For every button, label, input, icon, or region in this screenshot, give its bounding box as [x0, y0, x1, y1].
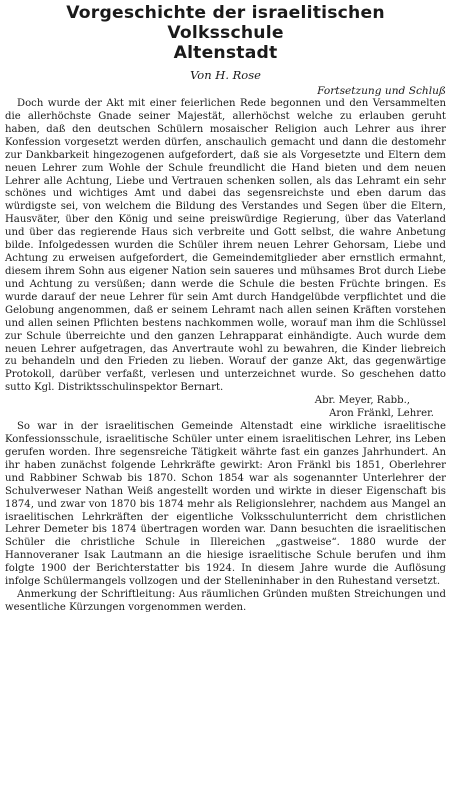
signature-rabbi: Abr. Meyer, Rabb., — [314, 395, 410, 407]
title-line-2: Altenstadt — [173, 43, 278, 63]
article-author: Von H. Rose — [190, 68, 261, 82]
paragraph-editor-note: Anmerkung der Schriftleitung: Aus räumlichen Gründen mußten Streichungen und wesentliche Kürzungen vorgenommen werden. — [5, 589, 446, 613]
title-line-1: Vorgeschichte der israelitischen Volksschule — [66, 3, 385, 43]
article-page — [0, 3, 451, 812]
article-body — [5, 98, 446, 615]
paragraph-ceremony: Doch wurde der Akt mit einer feierlichen Rede begonnen und den Versammelten die allerhöchste Gnade seiner Majestät, allerhöchst welche zu erlauben geruht haben, daß den deutschen Schülern mosaischer Religion auch Lehrer aus ihrer Konfession vorgesetzt werden dürfen, anschaulich gemacht und dann die destomehr zur Dankbarkeit hingezogenen aufgefordert, daß sie als Vorgesetzte und Eltern dem neuen Lehrer zum Wohle der Schule freundlicht die Hand bieten und dem neuen Lehrer alle Achtung, Liebe und Vertrauen schenken sollen, als das Lehramt ein sehr schönes und wichtiges Amt und dabei das segensreichste und eben darum das würdigste sei, von welchem die Bildung des Verstandes und Segen über die Eltern, Hausväter, über den König und seine preiswürdige Regierung, über das Vaterland und über das regierende Haus sich verbreite und Gott selbst, die wahre Anbetung bilde. Infolgedessen wurden die Schüler ihrem neuen Lehrer Gehorsam, Liebe und Achtung zu erweisen aufgefordert, die Gemeindemitglieder aber ernstlich ermahnt, diesem ihrem Sohn aus eigener Nation sein saueres und mühsames Brot durch Liebe und Achtung zu versüßen; dann werde die Schule die besten Früchte bringen. Es wurde darauf der neue Lehrer für sein Amt durch Handgelübde verpflichtet und die Gelobung angenommen, daß er seinem Lehramt nach allen seinen Kräften vorstehen und allen seinen Pflichten bestens nachkommen wolle, worauf man ihm die Schlüssel zur Schule überreichte und den ganzen Lehrapparat einhändigte. Auch wurde dem neuen Lehrer aufgetragen, das Anvertraute wohl zu bewahren, die Kinder liebreich zu behandeln und den Frieden zu lieben. Worauf der ganze Akt, das gegenwärtige Protokoll, darüber verfaßt, verlesen und unterzeichnet wurde. So geschehen datto sutto Kgl. Distriktsschulinspektor Bernart. — [5, 98, 446, 394]
article-title — [5, 3, 446, 63]
paragraph-history: So war in der israelitischen Gemeinde Altenstadt eine wirkliche israelitische Konfessionsschule, israelitische Schüler unter einem israelitischen Lehrer, ins Leben gerufen worden. Ihre segensreiche Tätigkeit währte fast ein ganzes Jahrhundert. An ihr haben zunächst folgende Lehrkräfte gewirkt: Aron Fränkl bis 1851, Oberlehrer und Rabbiner Schwab bis 1870. Schon 1854 war als sogenannter Unterlehrer der Schulverweser Nathan Weiß angestellt worden und wirkte in dieser Eigenschaft bis 1874, und zwar von 1870 bis 1874 mehr als Religionslehrer, nachdem aus Mangel an israelitischen Lehrkräften der eigentliche Volksschulunterricht dem christlichen Lehrer Demeter bis 1874 übertragen worden war. Dann besuchten die israelitischen Schüler die christliche Schule in Illereichen „gastweise“. 1880 wurde der Hannoveraner Isak Lautmann an die hiesige israelitische Schule berufen und ihm folgte 1900 der Berichterstatter bis 1924. In diesem Jahre wurde die Auflösung infolge Schülermangels vollzogen und der Stelleninhaber in den Ruhestand versetzt. — [5, 421, 446, 588]
signature-teacher: Aron Fränkl, Lehrer. — [329, 408, 434, 420]
continuation-note: Fortsetzung und Schluß — [317, 85, 446, 97]
